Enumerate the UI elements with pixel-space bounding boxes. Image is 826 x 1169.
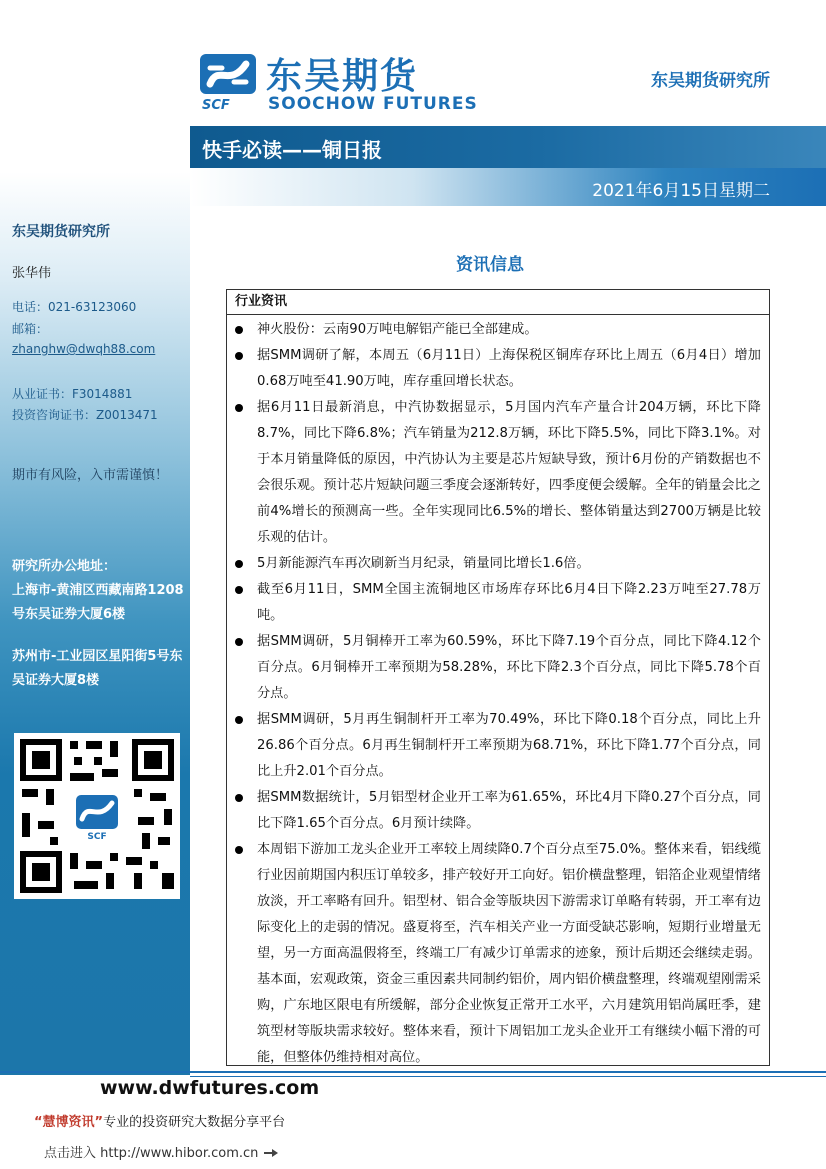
office-address-label: 研究所办公地址：	[12, 559, 117, 574]
bullet-icon	[235, 560, 243, 568]
bullet-icon	[235, 716, 243, 724]
news-item: 据SMM数据统计，5月铝型材企业开工率为61.65%，环比4月下降0.27个百分点，同比下降1.65个百分点。6月预计续降。	[227, 785, 761, 837]
news-item: 截至6月11日，SMM全国主流铜地区市场库存环比6月4日下降2.23万吨至27.78万吨。	[227, 577, 761, 629]
analyst-email-link[interactable]: zhanghw@dwqh88.com	[12, 342, 156, 356]
header-institute: 东吴期货研究所	[651, 71, 770, 91]
news-item: 神火股份：云南90万吨电解铝产能已全部建成。	[227, 317, 761, 343]
logo-mark-icon	[200, 54, 256, 102]
footer-slogan	[34, 1111, 285, 1130]
qr-logo-text: SCF	[87, 832, 107, 842]
news-item: 据6月11日最新消息，中汽协数据显示，5月国内汽车产量合计204万辆，环比下降8.7%，同比下降6.8%；汽车销量为212.8万辆，环比下降5.5%，同比下降3.1%。对于本月销量降低的原因，中汽协认为主要是芯片短缺导致，预计6月份的产销数据也不会很乐观。预计芯片短缺问题三季度会逐渐转好，四季度便会缓解。全年的销量会比之前4%增长的预测高一些。全年实现同比6.5%的增长、整体销量达到2700万辆是比较乐观的估计。	[227, 395, 761, 551]
consulting-certificate: 投资咨询证书：Z0013471	[12, 408, 158, 422]
footer-hibor-link[interactable]	[44, 1142, 279, 1161]
pointer-hand-icon	[263, 1145, 279, 1159]
office-address-shanghai: 上海市-黄浦区西藏南路1208号东吴证券大厦6楼	[12, 583, 184, 622]
risk-warning: 期市有风险，入市需谨慎！	[12, 468, 169, 483]
qr-code-icon	[14, 733, 180, 899]
news-item: 据SMM调研，5月铜棒开工率为60.59%，环比下降7.19个百分点，同比下降4.12个百分点。6月铜棒开工率预期为58.28%，环比下降2.3个百分点，同比下降5.78个百分点。	[227, 629, 761, 707]
news-item: 本周铝下游加工龙头企业开工率较上周续降0.7个百分点至75.0%。整体来看，铝线缆行业因前期国内积压订单较多，排产较好开工向好。铝价横盘整理，铝箔企业观望情绪放淡，开工率略有回升。铝型材、铝合金等版块因下游需求订单略有转弱，开工率有边际变化上的走弱的情况。盛夏将至，汽车相关产业一方面受缺芯影响，短期行业增量无望，另一方面高温假将至，终端工厂有减少订单需求的迹象，预计后期还会继续走弱。基本面，宏观政策，资金三重因素共同制约铝价，周内铝价横盘整理，终端观望刚需采购，广东地区限电有所缓解，部分企业恢复正常开工水平，六月建筑用铝尚属旺季，建筑型材等版块需求较好。整体来看，预计下周铝加工龙头企业开工有继续小幅下滑的可能，但整体仍维持相对高位。	[227, 837, 761, 1071]
footer-website-link[interactable]: www.dwfutures.com	[100, 1077, 320, 1099]
news-box-header: 行业资讯	[227, 290, 769, 315]
analyst-name: 张华伟	[12, 266, 52, 281]
footer-divider	[0, 1071, 826, 1073]
bullet-icon	[235, 586, 243, 594]
news-list	[227, 315, 769, 1071]
bullet-icon	[235, 352, 243, 360]
news-item: 5月新能源汽车再次刷新当月纪录，销量同比增长1.6倍。	[227, 551, 761, 577]
section-title: 资讯信息	[456, 255, 524, 275]
hibor-link-text[interactable]: 点击进入 http://www.hibor.com.cn	[44, 1146, 259, 1161]
sidebar-background	[0, 0, 190, 1075]
bullet-icon	[235, 846, 243, 854]
office-address-suzhou: 苏州市-工业园区星阳街5号东吴证券大厦8楼	[12, 649, 183, 688]
industry-news-box	[226, 289, 770, 1066]
slogan-text: 专业的投资研究大数据分享平台	[103, 1115, 286, 1130]
logo-chinese-name: 东吴期货	[266, 56, 419, 97]
practice-certificate: 从业证书：F3014881	[12, 387, 133, 401]
news-item: 据SMM调研了解，本周五（6月11日）上海保税区铜库存环比上周五（6月4日）增加0.68万吨至41.90万吨，库存重回增长状态。	[227, 343, 761, 395]
slogan-highlight: “慧博资讯”	[34, 1115, 104, 1130]
bullet-icon	[235, 326, 243, 334]
date-bar	[190, 168, 826, 206]
report-date: 2021年6月15日星期二	[592, 181, 770, 201]
analyst-phone: 电话：021-63123060	[12, 300, 137, 314]
logo-scf-text: SCF	[202, 98, 230, 113]
analyst-email-label: 邮箱：	[12, 322, 49, 336]
news-item: 据SMM调研，5月再生铜制杆开工率为70.49%，环比下降0.18个百分点，同比上升26.86个百分点。6月再生铜制杆开工率预期为68.71%，环比下降1.77个百分点，同比上升2.01个百分点。	[227, 707, 761, 785]
bullet-icon	[235, 404, 243, 412]
sidebar-institute: 东吴期货研究所	[12, 224, 110, 240]
company-logo	[200, 48, 500, 118]
bullet-icon	[235, 794, 243, 802]
qr-code	[14, 733, 180, 899]
title-bar	[190, 126, 826, 168]
report-title: 快手必读——铜日报	[202, 138, 382, 162]
bullet-icon	[235, 638, 243, 646]
logo-english-name: SOOCHOW FUTURES	[268, 94, 478, 114]
